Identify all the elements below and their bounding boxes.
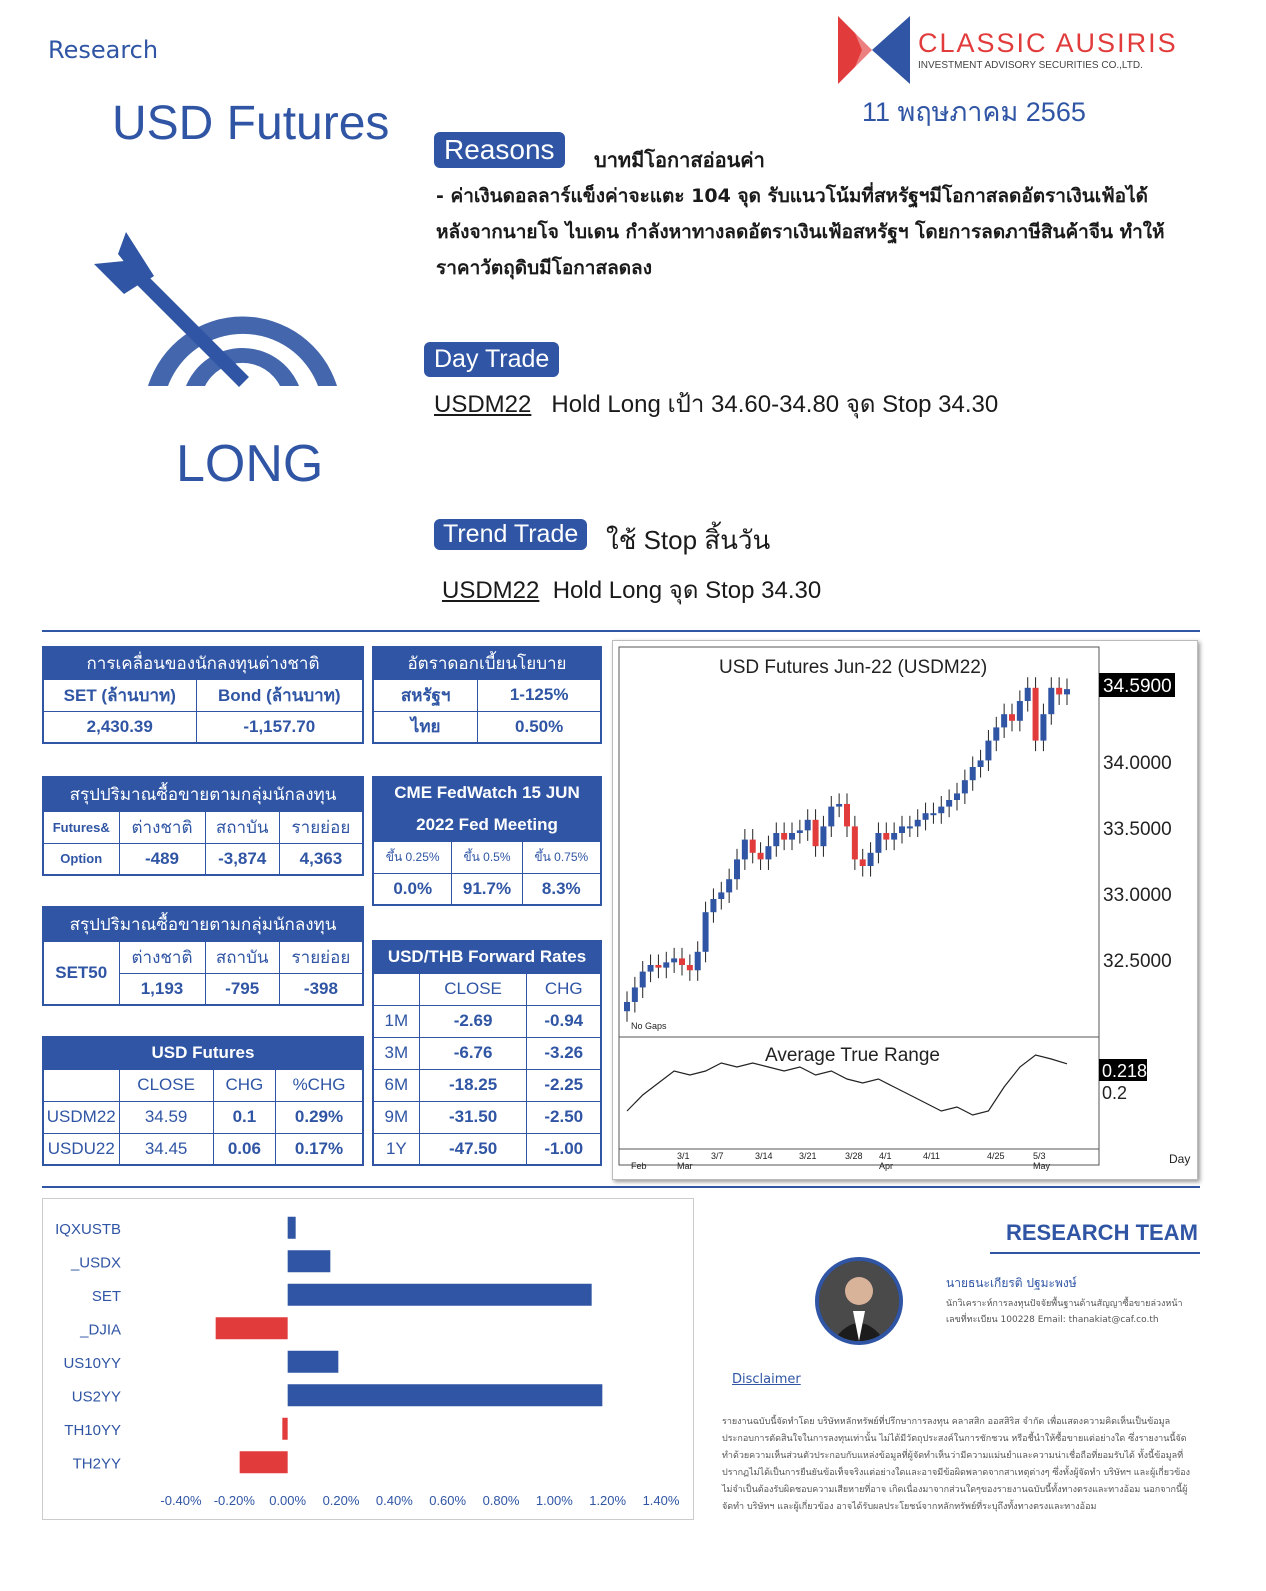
day-trade-line (434, 384, 998, 423)
policy-rate-value: 0.50% (478, 711, 601, 743)
trend-trade-stop-note: ใช้ Stop สิ้นวัน (606, 525, 771, 555)
forward-chg: -0.94 (527, 1005, 601, 1037)
candle-body (663, 962, 669, 967)
reasons-headline: บาทมีโอกาสอ่อนค่า (594, 148, 765, 172)
y-tick: 32.5000 (1103, 951, 1172, 972)
signal-long: LONG (176, 435, 324, 493)
futures-flow-label: Futures& (43, 811, 119, 843)
futures-flow-val: 4,363 (279, 843, 363, 875)
last-price-label: 34.5900 (1103, 676, 1172, 697)
usd-futures-pct: 0.17% (276, 1133, 363, 1165)
divider-top (42, 630, 1200, 632)
bar-x-tick: -0.40% (160, 1493, 202, 1508)
candle-body (868, 853, 874, 866)
bar (240, 1451, 288, 1473)
usd-futures-chg: 0.1 (213, 1101, 275, 1133)
futures-flow-col: รายย่อย (279, 811, 363, 843)
forward-tenor: 1Y (373, 1133, 419, 1165)
candle-body (899, 826, 905, 833)
fedwatch-val: 0.0% (373, 873, 452, 905)
fedwatch-val: 91.7% (452, 873, 522, 905)
candle-body (985, 741, 991, 761)
fedwatch-col: ขึ้น 0.25% (373, 841, 452, 873)
candle-body (1064, 689, 1070, 694)
bar (288, 1351, 339, 1373)
policy-rate-value: 1-125% (478, 679, 601, 711)
foreign-flow-title: การเคลื่อนของนักลงทุนต่างชาติ (43, 647, 363, 679)
candle-body (978, 760, 984, 767)
candle-body (797, 830, 803, 833)
bar-category-label: SET (91, 1287, 121, 1305)
research-label: Research (48, 36, 159, 64)
disclaimer-text: รายงานฉบับนี้จัดทำโดย บริษัทหลักทรัพย์ที่ปรึกษาการลงทุน คลาสสิก ออสสิริส จำกัด เพื่อแสดงความคิดเห็นเป็นข้อมูลประกอบการตัดสินใจในการลงทุนเท่านั้น ไม่ได้มีวัตถุประสงค์ในการชักชวน หรือชี้นำให้ซื้อขายแต่อย่างใด ซึ่งรายงานนี้จัดทำด้วยความเห็นส่วนตัวประกอบกับแหล่งข้อมูลที่ผู้จัดทำเห็นว่ามีความแม่นยำและความน่าเชื่อถือที่ยอมรับได้ ทั้งนี้ข้อมูลที่ปรากฏไม่ได้เป็นการยืนยันข้อเท็จจริงแต่อย่างใดและอาจมีข้อผิดพลาดจากสาเหตุต่างๆ ซึ่งทั้งผู้จัดทำ บริษัทฯ และผู้เกี่ยวข้องไม่จำเป็นต้องรับผิดชอบความเสียหายที่อาจ เกิดเนื่องมาจากส่วนใดๆของรายงานฉบับนี้ทั้งทางตรงและทางอ้อม นอกจากนี้ผู้จัดทำ บริษัทฯ และผู้เกี่ยวข้อง อาจได้รับผลประโยชน์จากหลักทรัพย์ที่ระบุถึงทั้งทางตรงและทางอ้อม (722, 1417, 1191, 1512)
bar (288, 1384, 603, 1406)
set50-flow-col: รายย่อย (279, 941, 363, 973)
x-tick: 3/1 (677, 1151, 690, 1161)
bar-category-label: TH10YY (64, 1421, 121, 1439)
target-arrow-icon (94, 232, 344, 392)
set50-flow-val: -795 (205, 973, 279, 1005)
usd-futures-col: %CHG (276, 1069, 363, 1101)
futures-flow-label: Option (43, 843, 119, 875)
candle-body (1009, 714, 1015, 721)
policy-rate-country: สหรัฐฯ (373, 679, 478, 711)
candle-body (734, 859, 740, 879)
day-trade-symbol: USDM22 (434, 391, 532, 418)
forward-close: -18.25 (419, 1069, 527, 1101)
forward-chg: -1.00 (527, 1133, 601, 1165)
usd-futures-sym: USDU22 (43, 1133, 119, 1165)
forward-chg: -3.26 (527, 1037, 601, 1069)
foreign-flow-col1: SET (ล้านบาท) (43, 679, 196, 711)
forward-chg: -2.25 (527, 1069, 601, 1101)
set50-flow-col: สถาบัน (205, 941, 279, 973)
research-team-title: RESEARCH TEAM (1006, 1220, 1198, 1245)
x-tick: 4/11 (923, 1151, 940, 1161)
policy-rate-title: อัตราดอกเบี้ยนโยบาย (373, 647, 601, 679)
candle-body (655, 965, 661, 968)
candle-body (703, 912, 709, 952)
bar-x-tick: 0.60% (429, 1493, 467, 1508)
x-tick: 3/7 (711, 1151, 724, 1161)
x-tick: 3/21 (799, 1151, 817, 1161)
futures-flow-col: ต่างชาติ (119, 811, 205, 843)
foreign-flow-val1: 2,430.39 (43, 711, 196, 743)
company-name: CLASSIC AUSIRIS (918, 28, 1178, 58)
candle-body (805, 820, 811, 831)
candle-body (875, 833, 881, 853)
bar-x-tick: 0.20% (322, 1493, 360, 1508)
set50-flow-val: 1,193 (119, 973, 205, 1005)
foreign-flow-table (42, 646, 364, 744)
candle-body (891, 833, 897, 840)
bar-x-tick: 1.00% (535, 1493, 573, 1508)
candle-body (750, 840, 756, 853)
bar-category-label: US2YY (71, 1388, 121, 1406)
forward-close: -47.50 (419, 1133, 527, 1165)
fedwatch-col: ขึ้น 0.75% (522, 841, 601, 873)
candle-body (726, 879, 732, 892)
month-label: Mar (677, 1161, 693, 1171)
disclaimer-link[interactable]: Disclaimer (732, 1372, 801, 1387)
month-label: May (1033, 1161, 1051, 1171)
y-tick: 33.5000 (1103, 819, 1172, 840)
futures-flow-val: -489 (119, 843, 205, 875)
bar-x-tick: 1.40% (642, 1493, 680, 1508)
forward-tenor: 9M (373, 1101, 419, 1133)
candle-body (954, 793, 960, 800)
fedwatch-val: 8.3% (522, 873, 601, 905)
candle-body (1040, 714, 1046, 740)
trend-trade-line (442, 570, 821, 609)
usd-futures-close: 34.45 (119, 1133, 213, 1165)
forward-close: -6.76 (419, 1037, 527, 1069)
candle-body (671, 958, 677, 962)
foreign-flow-col2: Bond (ล้านบาท) (196, 679, 363, 711)
set50-flow-col: ต่างชาติ (119, 941, 205, 973)
candle-body (1056, 688, 1062, 695)
no-gaps-label: No Gaps (631, 1021, 667, 1031)
x-tick: 3/14 (755, 1151, 773, 1161)
candle-body (695, 952, 701, 970)
bar-category-label: IQXUSTB (55, 1220, 121, 1238)
forward-tenor: 3M (373, 1037, 419, 1069)
candle-body (962, 780, 968, 793)
candle-body (758, 853, 764, 860)
atr-title: Average True Range (765, 1045, 940, 1066)
usd-futures-chg: 0.06 (213, 1133, 275, 1165)
candle-body (836, 804, 842, 807)
forward-col: CLOSE (419, 973, 527, 1005)
policy-rate-country: ไทย (373, 711, 478, 743)
candle-body (648, 965, 654, 972)
candle-body (915, 820, 921, 827)
candle-body (765, 846, 771, 859)
price-chart-panel (612, 640, 1198, 1180)
day-trade-text: Hold Long เป้า 34.60-34.80 จุด Stop 34.30 (551, 391, 999, 418)
x-tick: 4/1 (879, 1151, 892, 1161)
forward-chg: -2.50 (527, 1101, 601, 1133)
candle-body (687, 965, 693, 970)
market-change-chart-panel (42, 1198, 694, 1520)
person-icon (819, 1261, 899, 1341)
divider-bottom (42, 1186, 1200, 1188)
candle-body (1025, 688, 1031, 701)
bar-x-tick: 1.20% (589, 1493, 627, 1508)
candle-body (632, 987, 638, 1002)
x-tick: 4/25 (987, 1151, 1005, 1161)
candle-body (852, 826, 858, 859)
analyst-avatar (815, 1257, 903, 1345)
candle-body (1017, 701, 1023, 721)
candle-body (820, 826, 826, 846)
candle-body (640, 972, 646, 988)
candle-body (710, 899, 716, 912)
forward-col: CHG (527, 973, 601, 1005)
price-chart (613, 641, 1199, 1181)
bar-category-label: _USDX (70, 1254, 121, 1272)
candle-body (742, 840, 748, 860)
forward-tenor: 6M (373, 1069, 419, 1101)
bar-category-label: US10YY (63, 1354, 121, 1372)
candle-body (938, 807, 944, 814)
fedwatch-title2: 2022 Fed Meeting (373, 809, 601, 841)
candle-body (781, 833, 787, 840)
month-label: Feb (631, 1161, 647, 1171)
usd-futures-close: 34.59 (119, 1101, 213, 1133)
team-divider (990, 1252, 1200, 1254)
bar (288, 1284, 592, 1306)
futures-flow-title: สรุปปริมาณซื้อขายตามกลุ่มนักลงทุน (43, 777, 363, 811)
fedwatch-table (372, 776, 602, 906)
trend-trade-symbol: USDM22 (442, 577, 540, 604)
forward-close: -2.69 (419, 1005, 527, 1037)
company-logo-icon (838, 16, 910, 84)
candle-body (883, 833, 889, 840)
candle-body (907, 826, 913, 828)
reasons-body: - ค่าเงินดอลลาร์แข็งค่าจะแตะ 104 จุด รับแนวโน้มที่สหรัฐฯมีโอกาสลดอัตราเงินเฟ้อได้ หลังจากนายโจ ไบเดน กำลังหาทางลดอัตราเงินเฟ้อสหรัฐฯ โดยการลดภาษีสินค้าจีน ทำให้ราคาวัตถุดิบมีโอกาสลดลง (436, 185, 1165, 279)
usd-futures-col: CLOSE (119, 1069, 213, 1101)
analyst-role: นักวิเคราะห์การลงทุนปัจจัยพื้นฐานด้านสัญญาซื้อขายล่วงหน้า เลขที่ทะเบียน 100228 Email: thanakiat@caf.co.th (946, 1299, 1183, 1325)
candle-body (993, 727, 999, 740)
candle-body (930, 813, 936, 815)
fedwatch-col: ขึ้น 0.5% (452, 841, 522, 873)
set50-flow-table (42, 906, 364, 1006)
candle-body (773, 833, 779, 846)
report-date: 11 พฤษภาคม 2565 (862, 97, 1086, 127)
candle-body (1033, 688, 1039, 741)
usd-futures-sym: USDM22 (43, 1101, 119, 1133)
usd-futures-col: CHG (213, 1069, 275, 1101)
bar-x-tick: 0.80% (482, 1493, 520, 1508)
bar-x-tick: 0.00% (269, 1493, 307, 1508)
candle-body (828, 807, 834, 827)
usd-futures-title: USD Futures (43, 1037, 363, 1069)
bar (282, 1418, 287, 1440)
reasons-tag: Reasons (434, 132, 565, 168)
trend-trade-tag: Trend Trade (434, 519, 587, 550)
fedwatch-title1: CME FedWatch 15 JUN (373, 777, 601, 809)
futures-flow-col: สถาบัน (205, 811, 279, 843)
candle-series (624, 677, 1070, 1022)
candle-body (1001, 714, 1007, 727)
analyst-name: นายธนะเกียรติ ปฐมะพงษ์ (946, 1276, 1077, 1290)
foreign-flow-val2: -1,157.70 (196, 711, 363, 743)
day-label: Day (1169, 1152, 1191, 1166)
candle-body (860, 859, 866, 866)
bar-category-label: _DJIA (80, 1321, 121, 1339)
atr-last-label: 0.218 (1102, 1061, 1148, 1081)
bar-x-tick: 0.40% (375, 1493, 413, 1508)
set50-flow-label: SET50 (43, 941, 119, 1005)
page-title: USD Futures (112, 97, 390, 150)
forward-rates-table (372, 940, 602, 1166)
price-chart-title: USD Futures Jun-22 (USDM22) (719, 657, 988, 678)
bar-x-tick: -0.20% (213, 1493, 255, 1508)
futures-flow-table (42, 776, 364, 876)
forward-close: -31.50 (419, 1101, 527, 1133)
atr-tick: 0.2 (1102, 1083, 1128, 1103)
y-tick: 34.0000 (1103, 753, 1172, 774)
bar (288, 1250, 331, 1272)
set50-flow-val: -398 (279, 973, 363, 1005)
candle-body (1048, 688, 1054, 714)
candle-body (679, 958, 685, 965)
y-tick: 33.0000 (1103, 885, 1172, 906)
company-subtitle: INVESTMENT ADVISORY SECURITIES CO.,LTD. (918, 60, 1143, 71)
candle-body (718, 892, 724, 899)
candle-body (813, 820, 819, 846)
candle-body (923, 813, 929, 820)
set50-flow-title: สรุปปริมาณซื้อขายตามกลุ่มนักลงทุน (43, 907, 363, 941)
market-change-chart (43, 1199, 695, 1521)
bar (288, 1217, 296, 1239)
candle-body (970, 767, 976, 780)
forward-tenor: 1M (373, 1005, 419, 1037)
bar-category-label: TH2YY (72, 1455, 121, 1473)
candle-body (789, 833, 795, 840)
policy-rate-table (372, 646, 602, 744)
trend-trade-text: Hold Long จุด Stop 34.30 (552, 577, 822, 604)
usd-futures-pct: 0.29% (276, 1101, 363, 1133)
x-tick: 3/28 (845, 1151, 863, 1161)
candle-body (624, 1002, 630, 1011)
bar (216, 1317, 288, 1339)
x-tick: 5/3 (1033, 1151, 1046, 1161)
month-label: Apr (879, 1161, 894, 1171)
futures-flow-val: -3,874 (205, 843, 279, 875)
candle-body (844, 804, 850, 826)
usd-futures-table (42, 1036, 364, 1166)
forward-title: USD/THB Forward Rates (373, 941, 601, 973)
day-trade-tag: Day Trade (424, 342, 559, 377)
candle-body (946, 800, 952, 807)
